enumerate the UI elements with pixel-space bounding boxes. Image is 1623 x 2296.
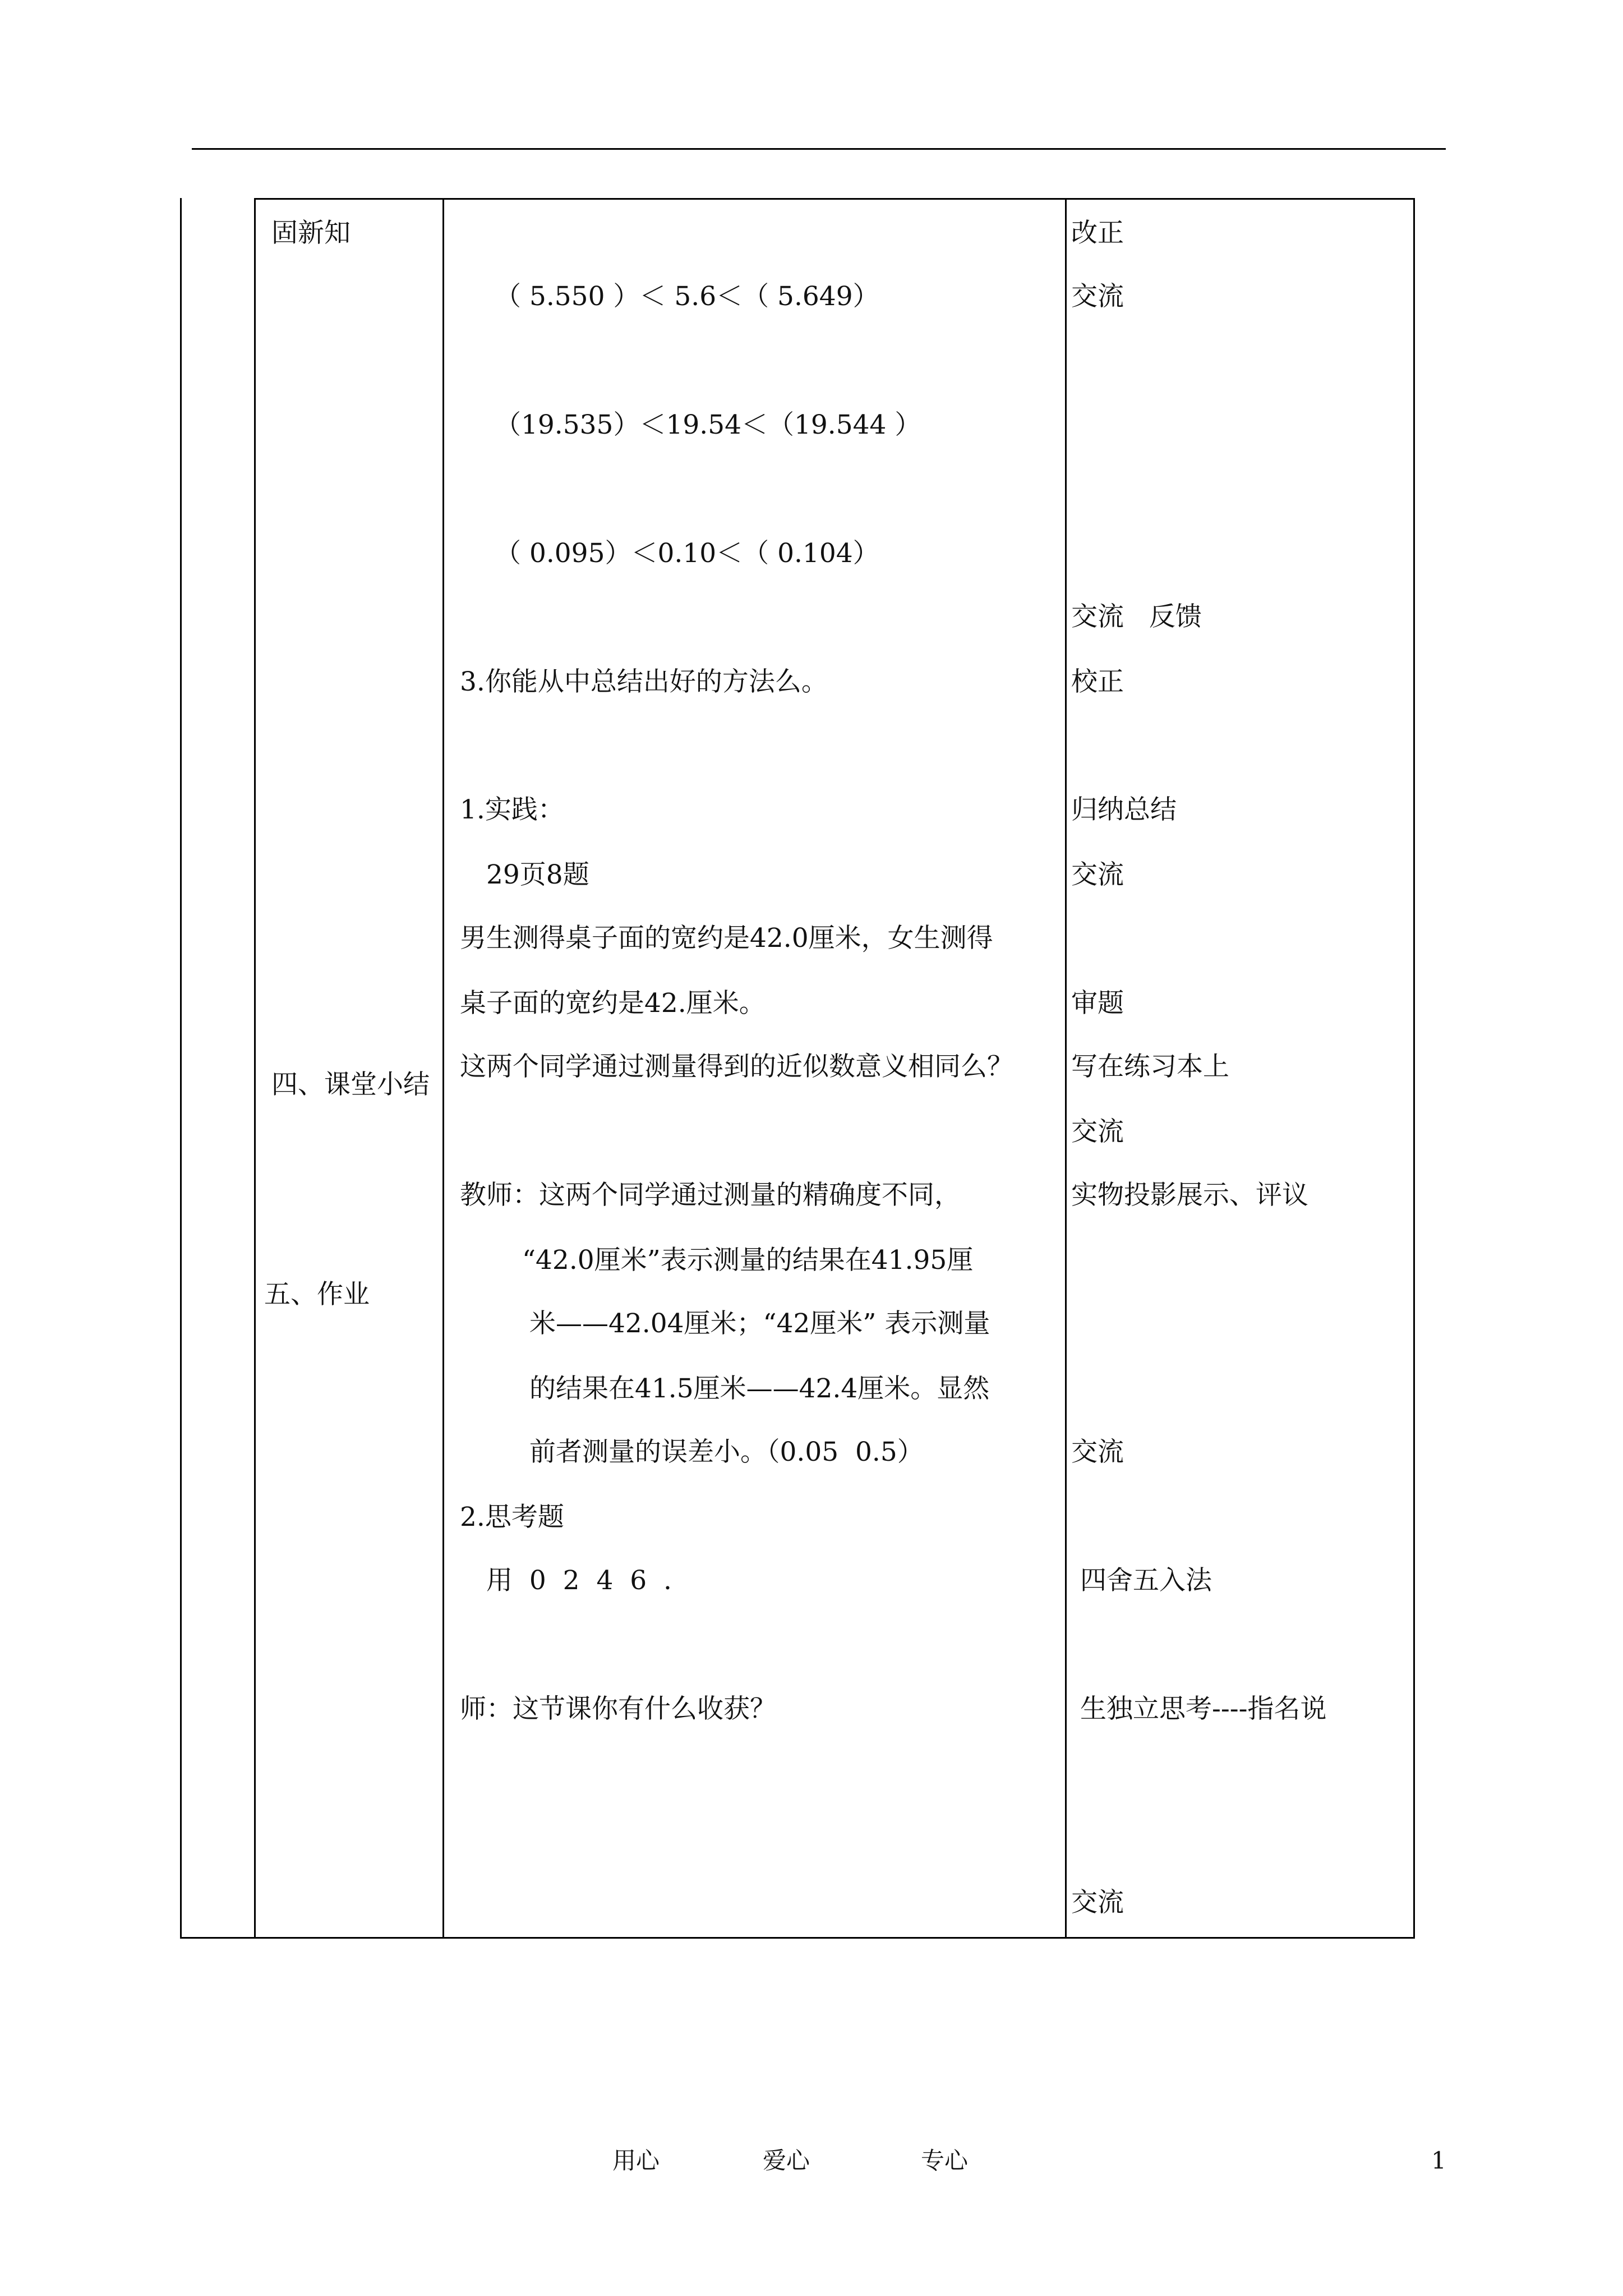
content-line: 2.思考题	[460, 1502, 564, 1533]
activity-label: 归纳总结	[1071, 794, 1177, 825]
content-line: 米——42.04厘米；“42厘米” 表示测量	[529, 1308, 990, 1339]
activity-label: 交流	[1071, 281, 1124, 312]
activity-label: 写在练习本上	[1071, 1051, 1229, 1082]
table-border-top	[254, 198, 1415, 200]
content-line: 这两个同学通过测量得到的近似数意义相同么？	[460, 1051, 1013, 1082]
content-line: （ 5.550 ）＜ 5.6＜（ 5.649）	[495, 281, 879, 312]
activity-label: 交流	[1071, 1887, 1124, 1918]
activity-label: 交流	[1071, 1116, 1124, 1147]
content-line: 桌子面的宽约是42.厘米。	[460, 988, 766, 1019]
footer-word: 专心	[921, 2147, 969, 2174]
activity-label: 生独立思考----指名说	[1080, 1694, 1327, 1724]
content-line: 29页8题	[486, 859, 589, 890]
content-line: （19.535）＜19.54＜（19.544 ）	[495, 409, 921, 440]
activity-label: 交流	[1071, 1437, 1124, 1467]
content-line: 教师：这两个同学通过测量的精确度不同，	[460, 1180, 961, 1211]
content-line: “42.0厘米”表示测量的结果在41.95厘	[522, 1245, 974, 1276]
footer-word: 用心	[612, 2147, 660, 2174]
activity-label: 实物投影展示、评议	[1071, 1180, 1308, 1211]
content-line: 师：这节课你有什么收获？	[460, 1694, 776, 1724]
stage-label: 固新知	[271, 218, 351, 249]
content-line: 用 0 2 4 6 .	[486, 1565, 672, 1596]
content-line: 男生测得桌子面的宽约是42.0厘米，女生测得	[460, 923, 993, 954]
table-border-left	[180, 198, 182, 1939]
table-border-right	[1413, 198, 1415, 1939]
table-border-bottom	[180, 1937, 1415, 1939]
activity-label: 校正	[1071, 666, 1124, 697]
content-line: 1.实践：	[460, 794, 564, 825]
table-divider-2	[442, 198, 444, 1939]
table-divider-1	[254, 198, 256, 1939]
content-line: 3.你能从中总结出好的方法么。	[460, 666, 828, 697]
stage-label: 四、课堂小结	[271, 1069, 430, 1100]
activity-label: 交流 反馈	[1071, 601, 1202, 632]
footer-word: 爱心	[763, 2147, 810, 2174]
content-line: 的结果在41.5厘米——42.4厘米。显然	[529, 1373, 990, 1404]
table-divider-3	[1065, 198, 1067, 1939]
page-number: 1	[1431, 2147, 1446, 2174]
activity-label: 审题	[1071, 988, 1124, 1019]
content-line: （ 0.095）＜0.10＜（ 0.104）	[495, 538, 879, 569]
activity-label: 交流	[1071, 859, 1124, 890]
content-line: 前者测量的误差小。（0.05 0.5）	[529, 1437, 924, 1467]
activity-label: 四舍五入法	[1080, 1565, 1212, 1596]
header-rule	[192, 148, 1446, 150]
stage-label: 五、作业	[264, 1279, 370, 1310]
activity-label: 改正	[1071, 218, 1124, 249]
